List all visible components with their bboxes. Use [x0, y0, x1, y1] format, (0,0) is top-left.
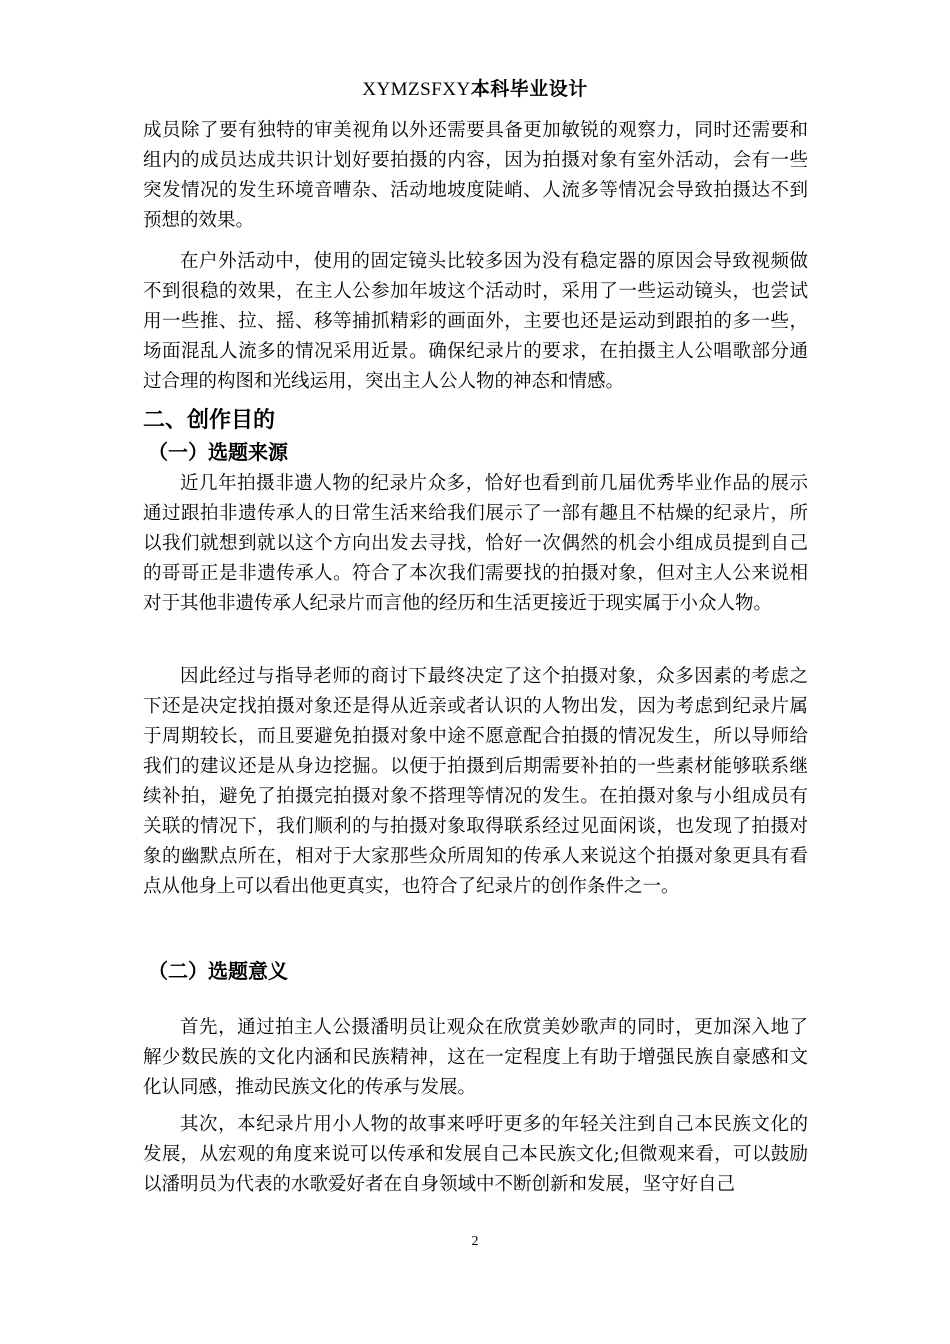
- paragraph-5-block: [143, 1013, 808, 1103]
- paragraph-1-block: [143, 116, 808, 236]
- paragraph: 成员除了要有独特的审美视角以外还需要具备更加敏锐的观察力，同时还需要和组内的成员达成共识计划好要拍摄的内容，因为拍摄对象有室外活动，会有一些突发情况的发生环境音嘈杂、活动地坡度陡峭、人流多等情况会导致拍摄达不到预想的效果。: [143, 120, 808, 231]
- paragraph-4-block: [143, 662, 808, 902]
- paragraph: 因此经过与指导老师的商讨下最终决定了这个拍摄对象，众多因素的考虑之下还是决定找拍摄对象还是得从近亲或者认识的人物出发，因为考虑到纪录片属于周期较长，而且要避免拍摄对象中途不愿意配合拍摄的情况发生，所以导师给我们的建议还是从身边挖掘。以便于拍摄到后期需要补拍的一些素材能够联系继续补拍，避免了拍摄完拍摄对象不搭理等情况的发生。在拍摄对象与小组成员有关联的情况下，我们顺利的与拍摄对象取得联系经过见面闲谈，也发现了拍摄对象的幽默点所在，相对于大家那些众所周知的传承人来说这个拍摄对象更具有看点从他身上可以看出他更真实，也符合了纪录片的创作条件之一。: [143, 666, 808, 897]
- page-header: [0, 74, 950, 101]
- paragraph-6-block: [143, 1110, 808, 1200]
- section-heading: 二、创作目的: [143, 408, 276, 433]
- header-code: XYMZSFXY: [362, 79, 471, 100]
- paragraph: 其次，本纪录片用小人物的故事来呼吁更多的年轻关注到自己本民族文化的发展，从宏观的角度来说可以传承和发展自己本民族文化;但微观来看，可以鼓励以潘明员为代表的水歌爱好者在自身领域中不断创新和发展，坚守好自己: [143, 1114, 808, 1195]
- paragraph: 近几年拍摄非遗人物的纪录片众多，恰好也看到前几届优秀毕业作品的展示通过跟拍非遗传承人的日常生活来给我们展示了一部有趣且不枯燥的纪录片，所以我们就想到就以这个方向出发去寻找，恰好一次偶然的机会小组成员提到自己的哥哥正是非遗传承人。符合了本次我们需要找的拍摄对象，但对主人公来说相对于其他非遗传承人纪录片而言他的经历和生活更接近于现实属于小众人物。: [143, 473, 808, 614]
- subsection-heading-significance: （二）选题意义: [148, 959, 288, 983]
- paragraph-2-block: [143, 247, 808, 397]
- subsection-heading-source: （一）选题来源: [148, 440, 288, 464]
- paragraph: 在户外活动中，使用的固定镜头比较多因为没有稳定器的原因会导致视频做不到很稳的效果，在主人公参加年坡这个活动时，采用了一些运动镜头，也尝试用一些推、拉、摇、移等捕抓精彩的画面外，主要也还是运动到跟拍的多一些，场面混乱人流多的情况采用近景。确保纪录片的要求，在拍摄主人公唱歌部分通过合理的构图和光线运用，突出主人公人物的神态和情感。: [143, 251, 808, 392]
- page-number: 2: [471, 1234, 479, 1249]
- header-title: 本科毕业设计: [470, 78, 588, 100]
- paragraph: 首先，通过拍主人公摄潘明员让观众在欣赏美妙歌声的同时，更加深入地了解少数民族的文化内涵和民族精神，这在一定程度上有助于增强民族自豪感和文化认同感，推动民族文化的传承与发展。: [143, 1017, 808, 1098]
- paragraph-3-block: [143, 469, 808, 619]
